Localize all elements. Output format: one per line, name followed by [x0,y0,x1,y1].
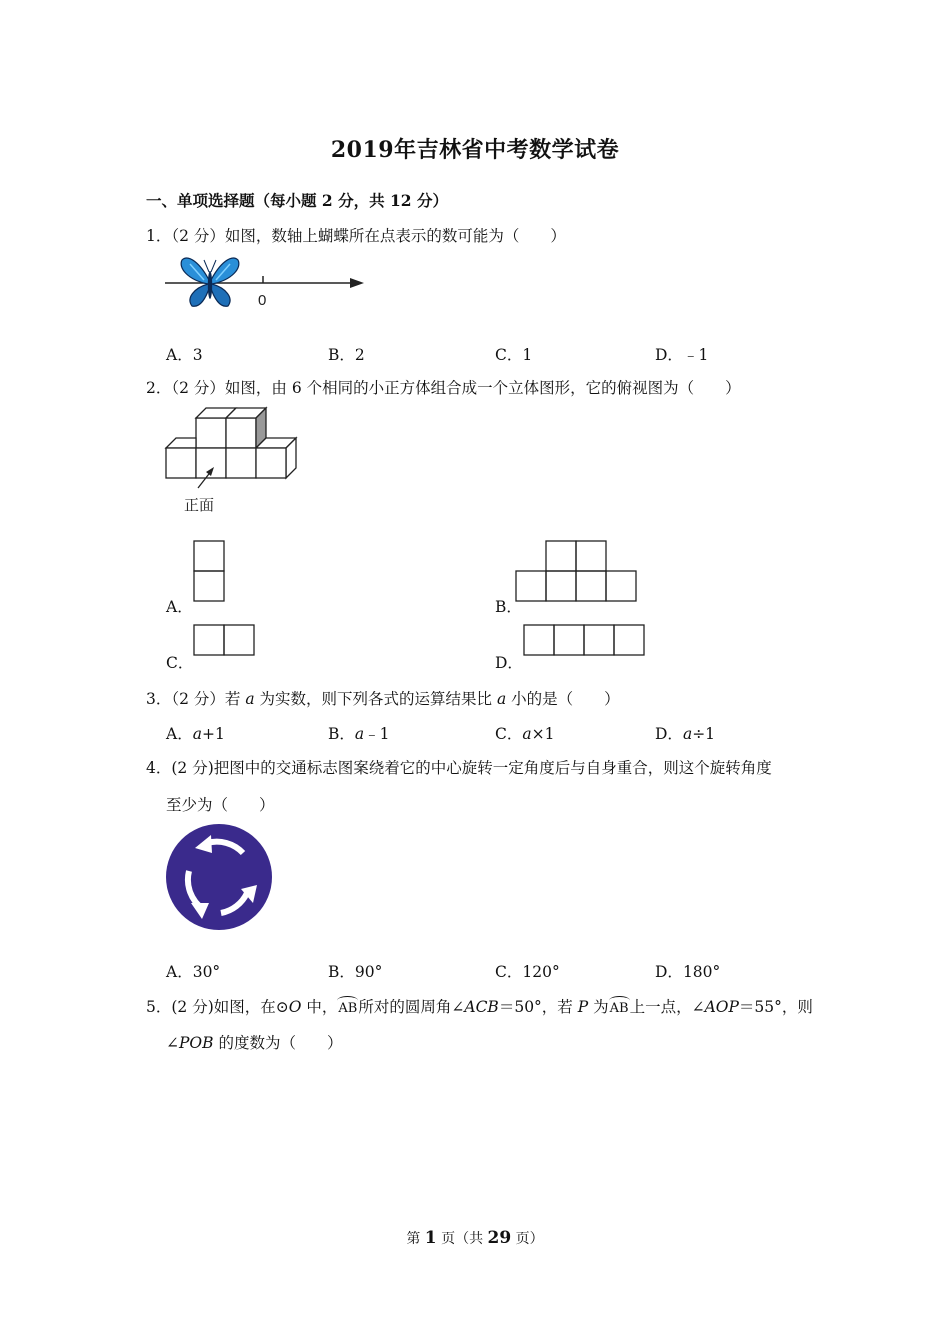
question-number: 1． [146,227,172,245]
q2-option-d[interactable]: D． [495,654,523,672]
q3-option-c[interactable]: C．a×1 [495,725,555,743]
question-4-continued: 至少为（ ） [166,796,275,814]
question-2 [146,376,741,398]
question-number: 2． [146,379,172,397]
q4-option-c[interactable]: C．120° [495,963,560,981]
question-5-continued: ∠POB 的度数为（ ） [166,1034,343,1052]
q1-option-b[interactable]: B．2 [328,346,365,364]
question-text: 如图，由 6 个相同的小正方体组合成一个立体图形，它的俯视图为（ ） [224,379,741,397]
q2-option-b-figure [515,540,641,604]
question-1 [146,224,566,246]
page-total: 29 [487,1228,512,1248]
q3-option-b[interactable]: B．a﹣1 [328,725,390,743]
q2-option-a-figure [193,540,227,604]
q1-option-d[interactable]: D．﹣1 [655,346,709,364]
arc-ab: AB [338,1001,358,1016]
q2-option-a[interactable]: A． [166,598,193,616]
q2-option-d-figure [523,624,649,658]
arrow-head-icon [350,278,364,288]
page-number: 1 [424,1228,437,1248]
q4-option-d[interactable]: D．180° [655,963,721,981]
q3-option-d[interactable]: D．a÷1 [655,725,716,743]
question-score: （2 分） [171,227,225,245]
front-label: 正面 [184,496,215,514]
butterfly-icon [181,258,239,306]
roundabout-sign-icon [165,823,275,931]
question-3: 3．（2 分）若 a 为实数，则下列各式的运算结果比 a 小的是（ ） [146,690,620,708]
page-title: 2019年吉林省中考数学试卷 [330,137,620,163]
number-line-figure [160,252,370,312]
question-5: 5．(2 分)如图，在⊙O 中，AB所对的圆周角∠ACB＝50°，若 P 为AB上一点，∠AOP＝55°，则 [146,998,813,1016]
q3-option-a[interactable]: A．a+1 [166,725,225,743]
page-footer: 第 1 页（共 29 页） [406,1228,544,1248]
cube-stack-figure [160,400,310,520]
zero-label: 0 [258,292,267,309]
q2-option-c-figure [193,624,257,658]
question-score: （2 分） [171,379,225,397]
q4-option-a[interactable]: A．30° [166,963,221,981]
question-4: 4．(2 分)把图中的交通标志图案绕着它的中心旋转一定角度后与自身重合，则这个旋转角度 [146,759,772,777]
q1-option-a[interactable]: A．3 [166,346,203,364]
arc-ab: AB [609,1001,629,1016]
q4-option-b[interactable]: B．90° [328,963,383,981]
section-heading: 一、单项选择题（每小题 2 分，共 12 分） [146,191,448,210]
q2-option-b[interactable]: B． [495,598,522,616]
q1-option-c[interactable]: C．1 [495,346,533,364]
q2-option-c[interactable]: C． [166,654,194,672]
question-text: 如图，数轴上蝴蝶所在点表示的数可能为（ ） [224,227,566,245]
